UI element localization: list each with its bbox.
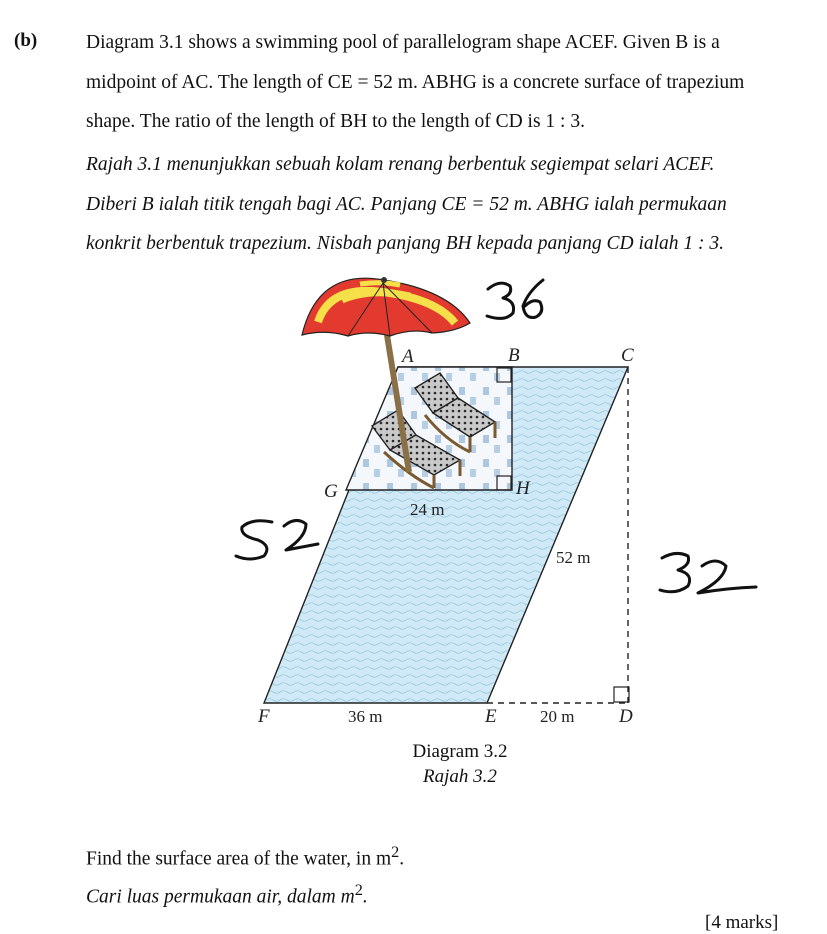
text-line: konkrit berbentuk trapezium. Nisbah panjang BH kepada panjang CD ialah 1 : 3.	[86, 233, 725, 254]
text-line: shape. The ratio of the length of BH to the length of CD is 1 : 3.	[86, 111, 585, 132]
text-line: Diberi B ialah titik tengah bagi AC. Panjang CE = 52 m. ABHG ialah permukaan	[86, 193, 727, 215]
handwritten-32	[660, 553, 756, 593]
point-label-g: G	[324, 481, 338, 502]
dim-gh: 24 m	[410, 500, 445, 519]
point-label-f: F	[258, 706, 270, 727]
point-label-b: B	[508, 345, 520, 366]
marks-label: [4 marks]	[705, 912, 779, 933]
superscript: 2	[391, 843, 400, 861]
question-label: (b)	[14, 30, 38, 51]
point-label-d: D	[619, 706, 633, 727]
dim-ed: 20 m	[540, 707, 575, 726]
point-label-a: A	[402, 346, 414, 367]
superscript: 2	[354, 881, 363, 899]
text-line: Rajah 3.1 menunjukkan sebuah kolam renang berbentuk segiempat selari ACEF.	[86, 154, 715, 175]
diagram-caption-malay: Rajah 3.2	[423, 766, 497, 787]
question-end: .	[362, 886, 368, 908]
question-end: .	[399, 848, 405, 870]
question-prefix: Find the surface area of the water, in m	[86, 848, 392, 870]
point-label-h: H	[516, 478, 530, 499]
handwritten-36	[487, 280, 543, 318]
point-label-e: E	[485, 706, 497, 727]
text-line: Diagram 3.1 shows a swimming pool of parallelogram shape ACEF. Given B is a	[86, 32, 720, 53]
find-question-malay	[86, 881, 368, 909]
diagram-caption-english: Diagram 3.2	[412, 741, 508, 762]
question-prefix: Cari luas permukaan air, dalam m	[86, 886, 355, 908]
find-question-english	[86, 843, 404, 871]
handwritten-52	[236, 520, 318, 559]
dim-ce: 52 m	[556, 548, 591, 567]
dim-fe: 36 m	[348, 707, 383, 726]
text-line: midpoint of AC. The length of CE = 52 m. ABHG is a concrete surface of trapezium	[86, 71, 745, 93]
right-angle-marker	[614, 687, 629, 702]
point-label-c: C	[621, 345, 634, 366]
